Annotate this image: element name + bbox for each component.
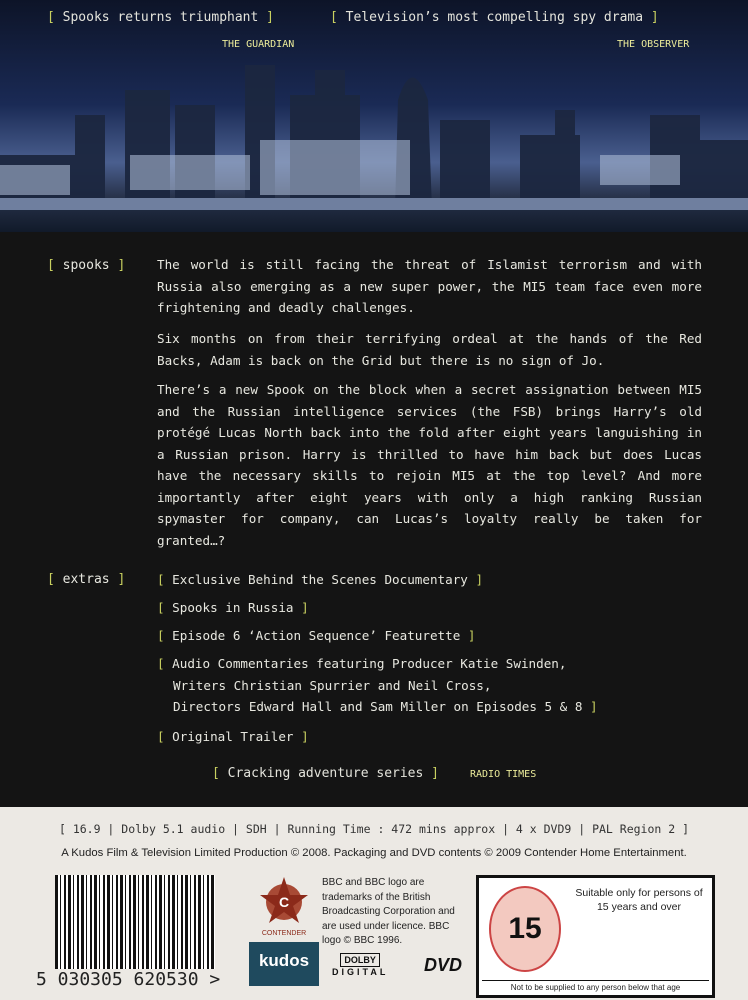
extra-item: [ Episode 6 ‘Action Sequence’ Featurette ] — [157, 628, 476, 643]
bbc-notice: BBC and BBC logo are trademarks of the British Broadcasting Corporation and are used under licence. BBC logo © BBC 1996. — [322, 877, 455, 946]
dolby-sub-text: DIGITAL — [332, 967, 389, 977]
dolby-text: DOLBY — [340, 953, 380, 967]
production-credit: A Kudos Film & Television Limited Production © 2008. Packaging and DVD contents © 2009 Contender Home Entertainment. — [61, 847, 687, 859]
extra-text: Audio Commentaries featuring Producer Katie Swinden, Writers Christian Spurrier and Neil Cross, Directors Edward Hall and Sam Miller on Episodes 5 & 8 — [172, 656, 583, 714]
label-text: extras — [62, 572, 110, 587]
synopsis-paragraph: Six months on from their terrifying ordeal at the hands of the Red Backs, Adam is back on the Grid but there is no sign of Jo. — [157, 331, 702, 368]
extra-item: [ Original Trailer ] — [157, 729, 309, 744]
quote-source-observer: THE OBSERVER — [617, 39, 690, 50]
rating-text: Suitable only for persons of 15 years and over — [575, 887, 703, 913]
rating-notice: Not to be supplied to any person below that age — [482, 980, 709, 992]
skyline-banner — [0, 0, 748, 232]
barcode-image — [55, 875, 215, 975]
extra-item: [ Audio Commentaries featuring Producer Katie Swinden, Writers Christian Spurrier and Neil Cross, Directors Edward Hall and Sam Miller on Episodes 5 & 8 ] — [157, 656, 598, 714]
tech-specs: [ 16.9 | Dolby 5.1 audio | SDH | Running Time : 472 mins approx | 4 x DVD9 | PAL Region 2 ] — [58, 822, 690, 836]
contender-logo — [253, 875, 315, 937]
dolby-digital-logo — [332, 955, 388, 977]
kudos-logo: kudos — [249, 942, 319, 986]
quote-observer: [ Television’s most compelling spy drama ] — [330, 10, 659, 25]
extra-text: Episode 6 ‘Action Sequence’ Featurette — [172, 628, 461, 643]
quote-source-radio-times: RADIO TIMES — [470, 769, 537, 780]
quote-radio-times: [ Cracking adventure series ] — [212, 766, 439, 781]
extra-text: Original Trailer — [172, 729, 294, 744]
info-panel — [0, 807, 748, 1000]
synopsis-paragraph: The world is still facing the threat of Islamist terrorism and with Russia also emerging as a new super power, the MI5 team face even more frightening and deadly challenges. — [157, 257, 702, 315]
label-text: spooks — [62, 258, 110, 273]
extra-item: [ Spooks in Russia ] — [157, 600, 309, 615]
quote-text: Spooks returns triumphant — [62, 10, 259, 25]
svg-text:C: C — [278, 894, 290, 910]
city-skyline-image — [0, 60, 748, 210]
rating-15-badge: 15 — [489, 886, 561, 972]
extras-label: [ extras ] — [47, 572, 126, 587]
quote-text: Television’s most compelling spy drama — [345, 10, 644, 25]
synopsis-section — [0, 232, 748, 807]
extra-text: Spooks in Russia — [172, 600, 294, 615]
star-icon — [259, 875, 309, 925]
quote-source-guardian: THE GUARDIAN — [222, 39, 295, 50]
extra-item: [ Exclusive Behind the Scenes Documentary ] — [157, 572, 484, 587]
extra-text: Exclusive Behind the Scenes Documentary — [172, 572, 468, 587]
dvd-video-logo: DVD — [424, 955, 463, 975]
quote-text: Cracking adventure series — [227, 766, 424, 781]
barcode-number: 5 030305 620530 > — [36, 969, 221, 990]
contender-text: CONTENDER — [261, 930, 307, 937]
synopsis-label: [ spooks ] — [47, 258, 126, 273]
bbfc-rating-box — [476, 875, 715, 998]
quote-guardian: [ Spooks returns triumphant ] — [47, 10, 274, 25]
synopsis-paragraph: There’s a new Spook on the block when a secret assignation between MI5 and the Russian intelligence services (the FSB) brings Harry’s old protégé Lucas North back into the fold after eight years languishing in a Russian prison. Harry is thrilled to have him back but does Lucas have the necessary skills to rejoin MI5 at the top level? And more importantly after eight years with only a high ranking Russian spymaster for company, can Lucas’s loyalty really be taken for granted…? — [157, 382, 702, 548]
